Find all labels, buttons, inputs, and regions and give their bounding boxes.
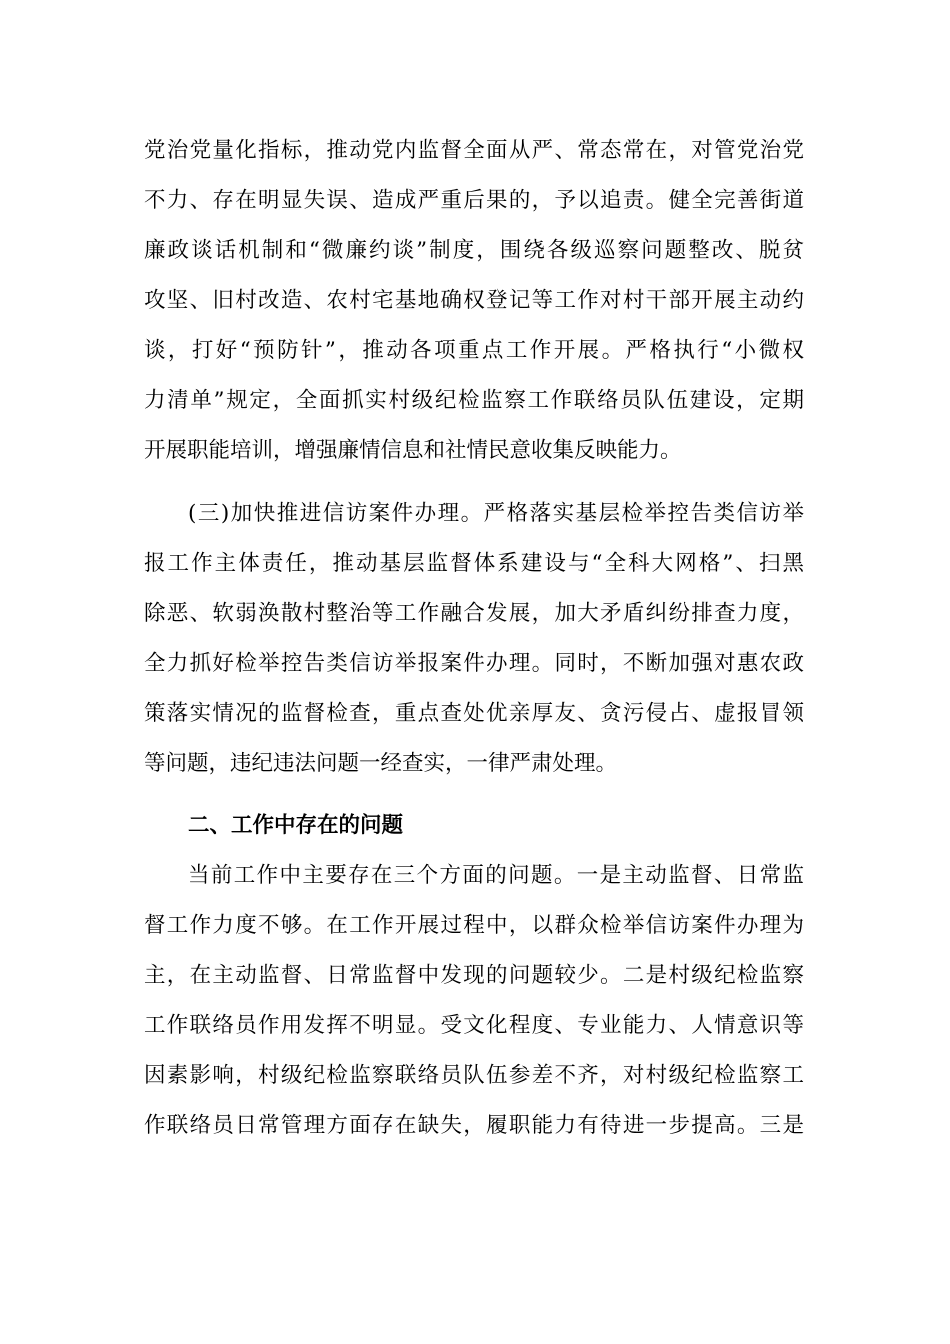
paragraph-2-line-4: 全力抓好检举控告类信访举报案件办理。同时，不断加强对惠农政: [144, 651, 804, 676]
paragraph-1-line-6: 力清单”规定，全面抓实村级纪检监察工作联络员队伍建设，定期: [144, 388, 804, 413]
paragraph-1-line-1: 党治党量化指标，推动党内监督全面从严、常态常在，对管党治党: [144, 138, 804, 163]
paragraph-2-line-3: 除恶、软弱涣散村整治等工作融合发展，加大矛盾纠纷排查力度，: [144, 601, 804, 626]
paragraph-3-line-3: 主，在主动监督、日常监督中发现的问题较少。二是村级纪检监察: [144, 963, 804, 988]
paragraph-2-line-1: (三)加快推进信访案件办理。严格落实基层检举控告类信访举: [188, 501, 804, 526]
paragraph-3-line-5: 因素影响，村级纪检监察联络员队伍参差不齐，对村级纪检监察工: [144, 1063, 804, 1088]
paragraph-3-line-2: 督工作力度不够。在工作开展过程中，以群众检举信访案件办理为: [144, 913, 804, 938]
paragraph-1-line-7: 开展职能培训，增强廉情信息和社情民意收集反映能力。: [144, 438, 682, 463]
paragraph-2-line-2: 报工作主体责任，推动基层监督体系建设与“全科大网格”、扫黑: [144, 551, 804, 576]
paragraph-1-line-2: 不力、存在明显失误、造成严重后果的，予以追责。健全完善街道: [144, 188, 804, 213]
paragraph-2-line-5: 策落实情况的监督检查，重点查处优亲厚友、贪污侵占、虚报冒领: [144, 701, 804, 726]
paragraph-3-line-1: 当前工作中主要存在三个方面的问题。一是主动监督、日常监: [188, 863, 804, 888]
paragraph-1-line-5: 谈，打好“预防针”，推动各项重点工作开展。严格执行“小微权: [144, 338, 804, 363]
paragraph-2-line-6: 等问题，违纪违法问题一经查实，一律严肃处理。: [144, 751, 618, 776]
section-heading: 二、工作中存在的问题: [188, 813, 404, 838]
paragraph-3-line-6: 作联络员日常管理方面存在缺失，履职能力有待进一步提高。三是: [144, 1113, 804, 1138]
paragraph-3-line-4: 工作联络员作用发挥不明显。受文化程度、专业能力、人情意识等: [144, 1013, 804, 1038]
paragraph-1-line-4: 攻坚、旧村改造、农村宅基地确权登记等工作对村干部开展主动约: [144, 288, 804, 313]
paragraph-1-line-3: 廉政谈话机制和“微廉约谈”制度，围绕各级巡察问题整改、脱贫: [144, 238, 804, 263]
